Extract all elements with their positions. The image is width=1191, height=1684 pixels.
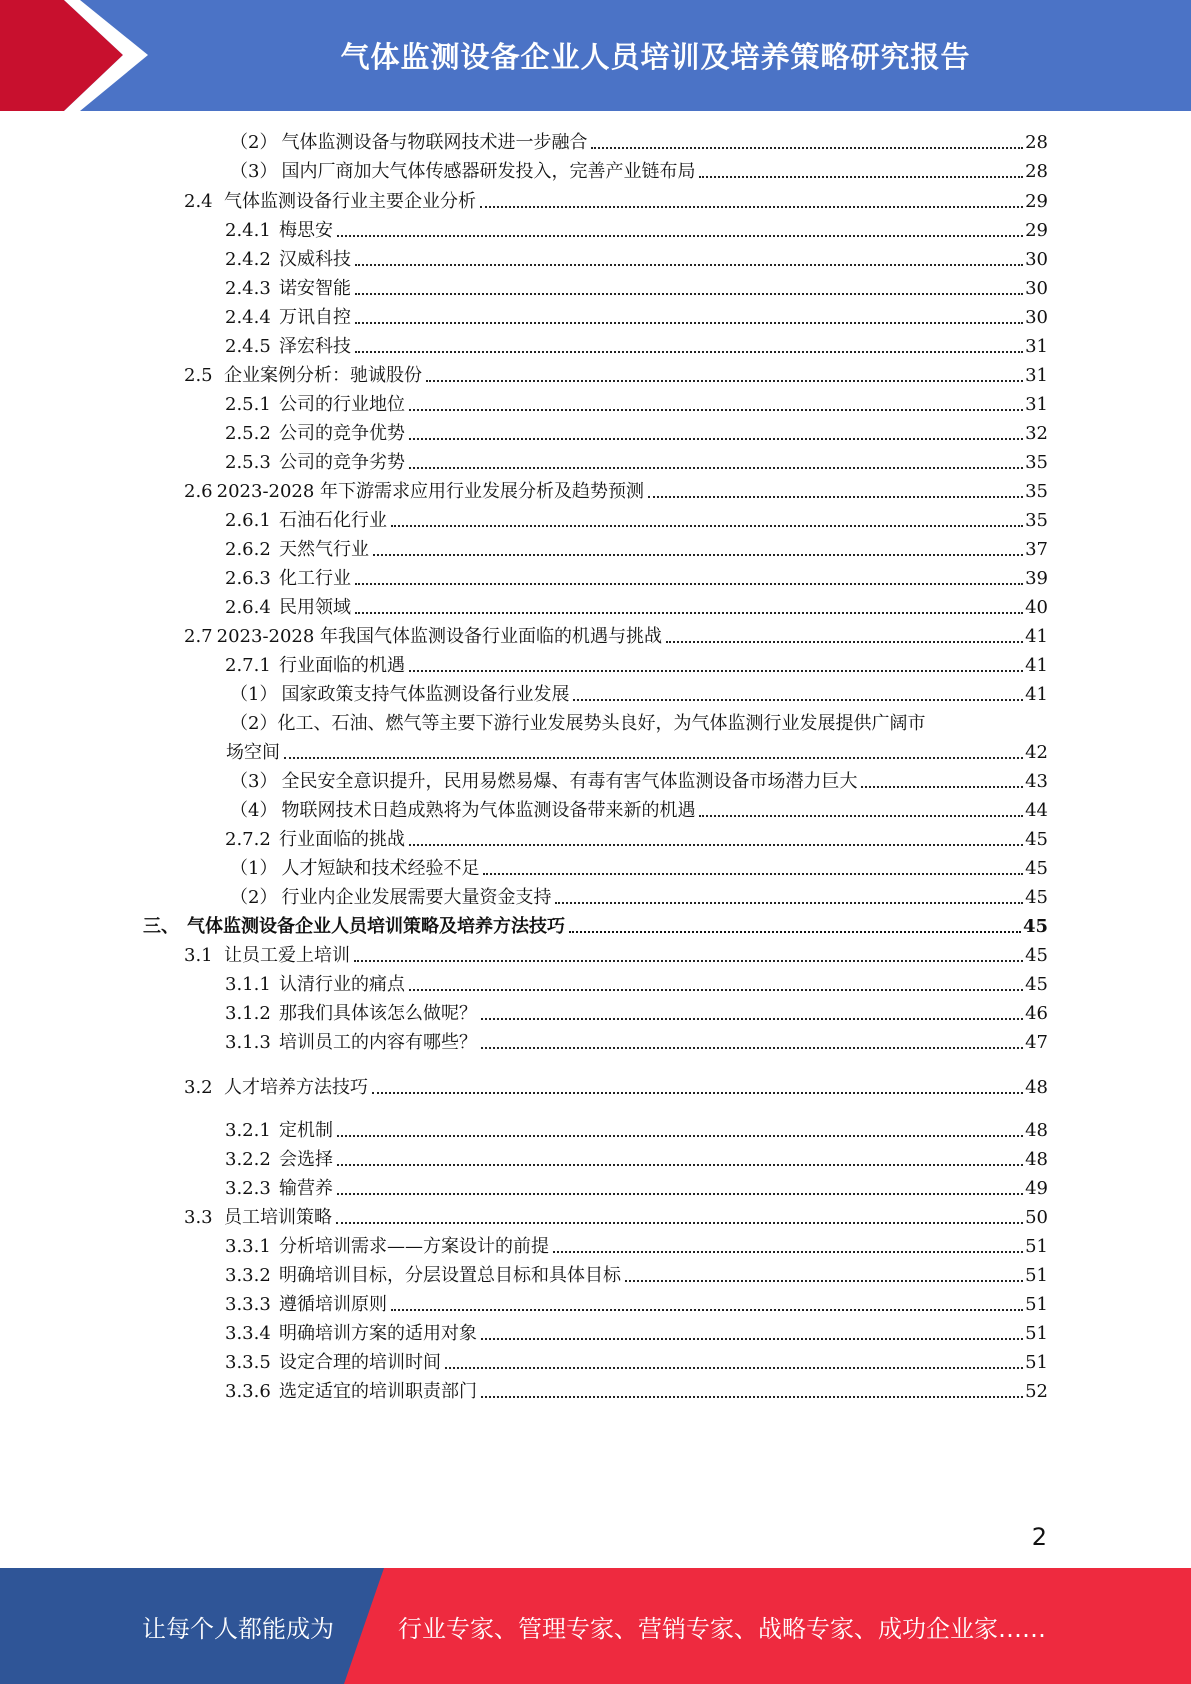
dot-leader — [553, 1251, 1023, 1253]
toc-entry[interactable] — [225, 1381, 1048, 1403]
dot-leader — [409, 989, 1023, 991]
toc-entry-title: 汉威科技 — [279, 249, 351, 270]
toc-entry[interactable] — [225, 1323, 1048, 1345]
dot-leader — [699, 815, 1023, 817]
toc-entry-page: 51 — [1025, 1323, 1048, 1344]
dot-leader — [337, 1164, 1023, 1166]
toc-entry-page: 30 — [1025, 249, 1048, 270]
toc-entry-page: 41 — [1025, 655, 1048, 676]
dot-leader — [426, 380, 1023, 382]
toc-entry-number: 3.2 — [184, 1077, 213, 1098]
toc-entry-number: 3.3.4 — [225, 1323, 271, 1344]
dot-leader — [483, 873, 1023, 875]
toc-entry[interactable] — [225, 278, 1048, 300]
footer-slogan-left: 让每个人都能成为 — [142, 1614, 334, 1643]
toc-entry-page: 31 — [1025, 336, 1048, 357]
toc-entry-title: 企业案例分析：驰诚股份 — [224, 365, 422, 386]
dot-leader — [625, 1280, 1023, 1282]
dot-leader — [284, 757, 1023, 759]
toc-entry[interactable] — [184, 626, 1048, 648]
toc-entry-number: 3.3.1 — [225, 1236, 271, 1257]
dot-leader — [480, 206, 1023, 208]
toc-entry-number: 3.3.6 — [225, 1381, 271, 1402]
dot-leader — [573, 699, 1023, 701]
toc-entry-page: 28 — [1025, 132, 1048, 153]
toc-entry-page: 37 — [1025, 539, 1048, 560]
dot-leader — [355, 583, 1023, 585]
toc-entry[interactable] — [225, 336, 1048, 358]
toc-entry[interactable] — [184, 1077, 1048, 1099]
dot-leader — [666, 641, 1023, 643]
toc-entry-number: 2.6.1 — [225, 510, 271, 531]
toc-entry[interactable] — [184, 191, 1048, 213]
dot-leader — [409, 844, 1023, 846]
toc-entry[interactable] — [225, 510, 1048, 532]
toc-entry-title: 化工、石油、燃气等主要下游行业发展势头良好，为气体监测行业发展提供广阔市 — [277, 713, 926, 734]
toc-entry-page: 32 — [1025, 423, 1048, 444]
dot-leader — [555, 902, 1023, 904]
toc-entry-page: 44 — [1025, 800, 1048, 821]
toc-entry-page: 45 — [1025, 945, 1048, 966]
dot-leader — [699, 176, 1023, 178]
toc-entry-title: 全民安全意识提升，民用易燃易爆、有毒有害气体监测设备市场潜力巨大 — [281, 771, 858, 792]
toc-entry[interactable] — [225, 1352, 1048, 1374]
dot-leader — [391, 525, 1023, 527]
toc-entry-title: 选定适宜的培训职责部门 — [279, 1381, 477, 1402]
dot-leader — [372, 1092, 1023, 1094]
toc-entry[interactable] — [230, 684, 1048, 706]
toc-entry-page: 41 — [1025, 626, 1048, 647]
toc-entry-title: 气体监测设备与物联网技术进一步融合 — [281, 132, 588, 153]
toc-entry-number: （2） — [230, 713, 278, 734]
dot-leader — [445, 1367, 1023, 1369]
toc-entry-number: 3.3.2 — [225, 1265, 271, 1286]
toc-entry-number: 2.5 — [184, 365, 213, 386]
toc-entry-page: 45 — [1022, 916, 1048, 937]
toc-entry[interactable] — [225, 394, 1048, 416]
toc-entry-page: 35 — [1025, 510, 1048, 531]
dot-leader — [355, 264, 1023, 266]
toc-entry-page: 45 — [1025, 829, 1048, 850]
toc-entry-page: 45 — [1025, 887, 1048, 908]
toc-entry-title: 泽宏科技 — [279, 336, 351, 357]
toc-entry-title: 万讯自控 — [279, 307, 351, 328]
toc-entry[interactable] — [225, 1294, 1048, 1316]
toc-entry-title: 人才培养方法技巧 — [224, 1077, 368, 1098]
toc-entry-number: 2.7.1 — [225, 655, 271, 676]
dot-leader — [337, 235, 1023, 237]
toc-entry[interactable] — [225, 220, 1048, 242]
toc-entry-title: 诺安智能 — [279, 278, 351, 299]
toc-entry-title: 公司的竞争优势 — [279, 423, 405, 444]
toc-entry-title: 气体监测设备企业人员培训策略及培养方法技巧 — [187, 916, 565, 937]
toc-entry-title: 梅思安 — [279, 220, 333, 241]
toc-entry-title: 公司的竞争劣势 — [279, 452, 405, 473]
toc-entry-page: 52 — [1025, 1381, 1048, 1402]
toc-entry[interactable] — [225, 1149, 1048, 1171]
toc-entry-title: 公司的行业地位 — [279, 394, 405, 415]
page-header — [0, 0, 1191, 111]
toc-entry-title: 物联网技术日趋成熟将为气体监测设备带来新的机遇 — [281, 800, 696, 821]
toc-entry-title: 行业内企业发展需要大量资金支持 — [281, 887, 552, 908]
toc-entry-page: 42 — [1025, 742, 1048, 763]
toc-entry[interactable] — [225, 1178, 1048, 1200]
toc-entry-number: 2.5.2 — [225, 423, 271, 444]
toc-entry[interactable] — [225, 249, 1048, 271]
toc-entry-page: 48 — [1025, 1120, 1048, 1141]
toc-entry-page: 35 — [1025, 452, 1048, 473]
toc-entry-number: （2） — [230, 887, 278, 908]
toc-entry-number: 3.2.1 — [225, 1120, 271, 1141]
toc-entry-number: （3） — [230, 161, 278, 182]
toc-entry-page: 46 — [1025, 1003, 1048, 1024]
toc-entry-title: 明确培训方案的适用对象 — [279, 1323, 477, 1344]
toc-entry[interactable] — [230, 858, 1048, 880]
toc-entry-title: 员工培训策略 — [224, 1207, 332, 1228]
dot-leader — [481, 1047, 1023, 1049]
toc-entry-number: 2.7 — [184, 626, 213, 647]
toc-entry-page: 47 — [1025, 1032, 1048, 1053]
dot-leader — [569, 931, 1021, 933]
toc-entry-title: 2023-2028 年下游需求应用行业发展分析及趋势预测 — [216, 481, 645, 502]
toc-entry[interactable] — [184, 1207, 1048, 1229]
toc-entry-title: 人才短缺和技术经验不足 — [281, 858, 480, 879]
toc-entry-number: 2.4.4 — [225, 307, 271, 328]
dot-leader — [355, 322, 1023, 324]
toc-entry-page: 30 — [1025, 307, 1048, 328]
toc-entry-number: 2.7.2 — [225, 829, 271, 850]
toc-entry-number: （3） — [230, 771, 278, 792]
toc-entry-title: 让员工爱上培训 — [224, 945, 350, 966]
toc-entry-number: 2.6 — [184, 481, 213, 502]
toc-entry-number: 2.4.2 — [225, 249, 271, 270]
toc-entry-page: 35 — [1025, 481, 1048, 502]
toc-entry[interactable] — [184, 481, 1048, 503]
dot-leader — [481, 1018, 1023, 1020]
dot-leader — [337, 1135, 1023, 1137]
dot-leader — [481, 1396, 1023, 1398]
toc-entry-title: 会选择 — [279, 1149, 333, 1170]
toc-entry-page: 51 — [1025, 1236, 1048, 1257]
toc-entry[interactable] — [230, 771, 1048, 793]
dot-leader — [354, 960, 1023, 962]
toc-entry[interactable] — [225, 423, 1048, 445]
toc-chapter-entry[interactable] — [143, 916, 1048, 938]
toc-entry-page: 48 — [1025, 1077, 1048, 1098]
dot-leader — [355, 293, 1023, 295]
toc-entry[interactable] — [225, 1003, 1048, 1025]
toc-entry-continuation[interactable] — [226, 742, 1048, 764]
toc-entry[interactable] — [225, 307, 1048, 329]
toc-entry-number: 3.3.3 — [225, 1294, 271, 1315]
dot-leader — [861, 786, 1023, 788]
toc-entry-number: 3.1.2 — [225, 1003, 271, 1024]
toc-entry-page: 51 — [1025, 1265, 1048, 1286]
toc-entry[interactable] — [225, 597, 1048, 619]
toc-entry-number: 2.6.3 — [225, 568, 271, 589]
dot-leader — [337, 1193, 1023, 1195]
dot-leader — [355, 612, 1023, 614]
toc-entry-title: 那我们具体该怎么做呢？ — [279, 1003, 477, 1024]
toc-entry-page: 45 — [1025, 858, 1048, 879]
toc-entry-number: 2.4.5 — [225, 336, 271, 357]
toc-entry[interactable] — [230, 132, 1048, 154]
toc-entry[interactable] — [225, 829, 1048, 851]
toc-entry-number: 3.2.2 — [225, 1149, 271, 1170]
toc-entry-page: 43 — [1025, 771, 1048, 792]
toc-entry-page: 51 — [1025, 1294, 1048, 1315]
toc-entry-page: 31 — [1025, 394, 1048, 415]
toc-entry[interactable] — [225, 1120, 1048, 1142]
toc-entry-title: 定机制 — [279, 1120, 333, 1141]
dot-leader — [648, 496, 1023, 498]
toc-entry-number: （1） — [230, 858, 278, 879]
toc-entry-page: 30 — [1025, 278, 1048, 299]
toc-entry-page: 49 — [1025, 1178, 1048, 1199]
toc-entry-number: 2.4.1 — [225, 220, 271, 241]
toc-entry[interactable] — [225, 452, 1048, 474]
toc-entry-title-continued: 场空间 — [226, 742, 280, 763]
toc-entry-title: 2023-2028 年我国气体监测设备行业面临的机遇与挑战 — [216, 626, 663, 647]
toc-entry-number: （2） — [230, 132, 278, 153]
dot-leader — [591, 147, 1023, 149]
toc-entry[interactable] — [230, 800, 1048, 822]
toc-entry-title: 国内厂商加大气体传感器研发投入，完善产业链布局 — [281, 161, 696, 182]
toc-entry[interactable] — [230, 161, 1048, 183]
footer-slogan-right: 行业专家、管理专家、营销专家、战略专家、成功企业家…… — [398, 1614, 1046, 1643]
toc-entry-number: 3.2.3 — [225, 1178, 271, 1199]
toc-entry-page: 29 — [1025, 220, 1048, 241]
toc-entry-page: 41 — [1025, 684, 1048, 705]
toc-entry-number: 3.1.1 — [225, 974, 271, 995]
toc-entry-title: 设定合理的培训时间 — [279, 1352, 441, 1373]
dot-leader — [355, 351, 1023, 353]
toc-entry[interactable] — [225, 655, 1048, 677]
toc-entry-title: 培训员工的内容有哪些？ — [279, 1032, 477, 1053]
toc-entry-title: 遵循培训原则 — [279, 1294, 387, 1315]
page-number: 2 — [1031, 1523, 1047, 1551]
toc-entry-page: 48 — [1025, 1149, 1048, 1170]
page-footer — [0, 1568, 1191, 1684]
toc-entry-page: 45 — [1025, 974, 1048, 995]
toc-entry-title: 天然气行业 — [279, 539, 369, 560]
toc-entry-number: 2.4 — [184, 191, 213, 212]
toc-entry[interactable] — [225, 568, 1048, 590]
toc-entry[interactable] — [184, 945, 1048, 967]
toc-entry-page: 28 — [1025, 161, 1048, 182]
toc-entry[interactable] — [225, 1236, 1048, 1258]
toc-entry-title: 气体监测设备行业主要企业分析 — [224, 191, 476, 212]
toc-entry-number: 3.1 — [184, 945, 213, 966]
toc-entry-page: 31 — [1025, 365, 1048, 386]
toc-entry[interactable] — [230, 887, 1048, 909]
toc-entry[interactable] — [225, 1032, 1048, 1054]
toc-entry[interactable] — [225, 974, 1048, 996]
dot-leader — [373, 554, 1023, 556]
toc-entry-number: 2.5.3 — [225, 452, 271, 473]
toc-entry-page: 51 — [1025, 1352, 1048, 1373]
dot-leader — [391, 1309, 1023, 1311]
toc-entry-title: 石油石化行业 — [279, 510, 387, 531]
dot-leader — [409, 409, 1023, 411]
toc-entry-page: 29 — [1025, 191, 1048, 212]
dot-leader — [481, 1338, 1023, 1340]
dot-leader — [409, 670, 1023, 672]
toc-entry-title: 国家政策支持气体监测设备行业发展 — [281, 684, 570, 705]
toc-entry-number: （4） — [230, 800, 278, 821]
toc-entry-title: 民用领域 — [279, 597, 351, 618]
toc-entry[interactable] — [184, 365, 1048, 387]
toc-entry-page: 40 — [1025, 597, 1048, 618]
dot-leader — [409, 467, 1023, 469]
toc-entry-number: 2.6.2 — [225, 539, 271, 560]
toc-entry-title: 明确培训目标，分层设置总目标和具体目标 — [279, 1265, 621, 1286]
toc-entry-number: 3.3.5 — [225, 1352, 271, 1373]
dot-leader — [409, 438, 1023, 440]
toc-entry-title: 输营养 — [279, 1178, 333, 1199]
toc-entry-page: 39 — [1025, 568, 1048, 589]
toc-entry-title: 行业面临的挑战 — [279, 829, 405, 850]
toc-entry-number: 2.4.3 — [225, 278, 271, 299]
toc-entry-title: 化工行业 — [279, 568, 351, 589]
toc-entry-title: 认清行业的痛点 — [279, 974, 405, 995]
toc-entry-title: 行业面临的机遇 — [279, 655, 405, 676]
toc-entry-page: 50 — [1025, 1207, 1048, 1228]
dot-leader — [336, 1222, 1023, 1224]
toc-entry-number: 3.3 — [184, 1207, 213, 1228]
toc-entry[interactable] — [225, 1265, 1048, 1287]
toc-entry[interactable] — [230, 713, 925, 735]
toc-entry-number: 三、 — [143, 916, 179, 937]
toc-entry-number: 2.5.1 — [225, 394, 271, 415]
toc-entry-number: （1） — [230, 684, 278, 705]
toc-entry-title: 分析培训需求——方案设计的前提 — [279, 1236, 549, 1257]
toc-entry[interactable] — [225, 539, 1048, 561]
toc-entry-number: 2.6.4 — [225, 597, 271, 618]
toc-entry-number: 3.1.3 — [225, 1032, 271, 1053]
report-title: 气体监测设备企业人员培训及培养策略研究报告 — [340, 40, 971, 74]
